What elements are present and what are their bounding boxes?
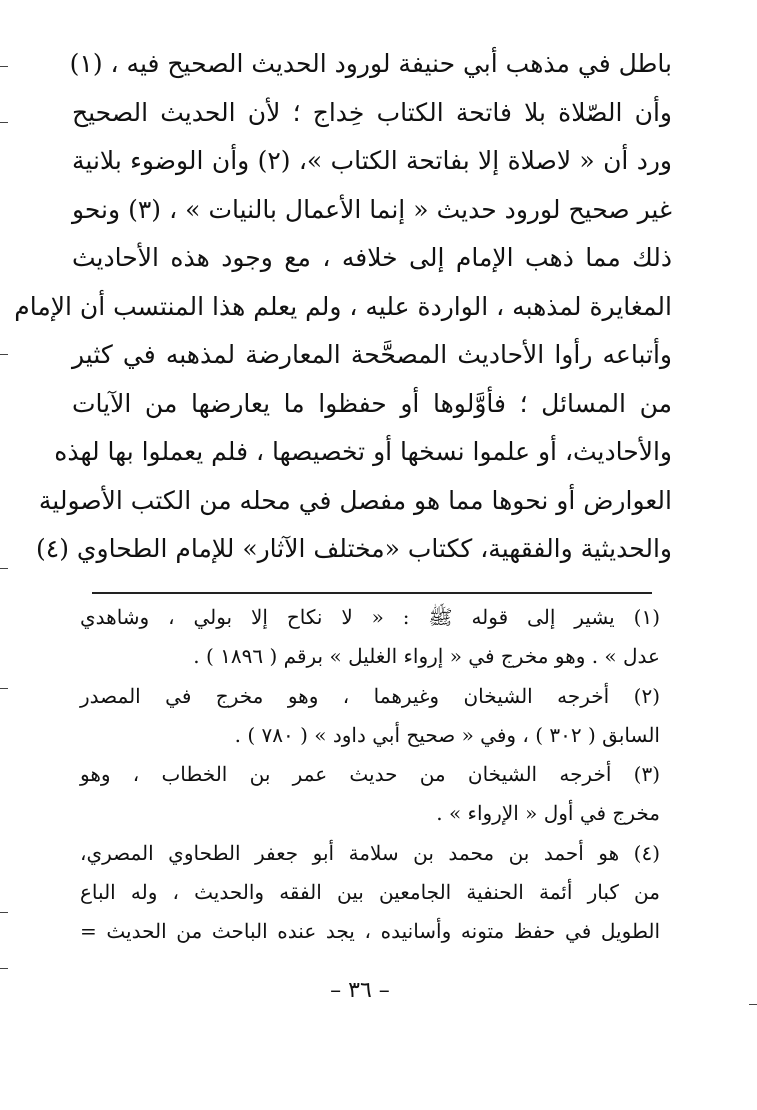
footnote-line: مخرج في أول « الإرواء » .	[436, 801, 660, 826]
footnote-line: (٣) أخرجه الشيخان من حديث عمر بن الخطاب ، وهو	[80, 762, 660, 787]
main-text-line: من المسائل ؛ فأوَّلوها أو حفظوا ما يعارضها من الآيات	[72, 388, 672, 418]
main-text-line: المغايرة لمذهبه ، الواردة عليه ، ولم يعلم هذا المنتسب أن الإمام	[14, 291, 672, 321]
margin-mark	[0, 568, 8, 569]
main-text-line: العوارض أو نحوها مما هو مفصل في محله من الكتب الأصولية	[38, 485, 672, 515]
footnote-line: من كبار أئمة الحنفية الجامعين بين الفقه والحديث ، وله الباع	[80, 880, 660, 905]
footnote-line: (١) يشير إلى قوله ﷺ : « لا نكاح إلا بولي ، وشاهدي	[80, 605, 660, 629]
footnote-line: الطويل في حفظ متونه وأسانيده ، يجد عنده الباحث من الحديث =	[80, 919, 660, 944]
main-text-line: ذلك مما ذهب الإمام إلى خلافه ، مع وجود هذه الأحاديث	[72, 243, 672, 272]
footnote-line: (٢) أخرجه الشيخان وغيرهما ، وهو مخرج في المصدر	[80, 683, 660, 708]
main-text	[14, 40, 672, 574]
main-text-line: والأحاديث، أو علموا نسخها أو تخصيصها ، فلم يعملوا بها لهذه	[54, 437, 672, 466]
main-text-line: وأن الصّلاة بلا فاتحة الكتاب خِداج ؛ لأن الحديث الصحيح	[72, 97, 672, 127]
margin-mark	[0, 912, 8, 913]
main-text-line: باطل في مذهب أبي حنيفة لورود الحديث الصحيح فيه ، (١)	[69, 49, 672, 78]
main-text-line: والحديثية والفقهية، ككتاب «مختلف الآثار» للإمام الطحاوي (٤)	[36, 534, 672, 563]
main-text-line: ورد أن « لاصلاة إلا بفاتحة الكتاب »، (٢) وأن الوضوء بلانية	[72, 146, 672, 175]
margin-mark	[0, 122, 8, 123]
footnote-line: عدل » . وهو مخرج في « إرواء الغليل » برقم ( ١٨٩٦ ) .	[193, 644, 660, 669]
main-text-line: غير صحيح لورود حديث « إنما الأعمال بالنيات » ، (٣) ونحو	[72, 194, 672, 224]
margin-mark	[0, 968, 8, 969]
footnote-line: السابق ( ٣٠٢ ) ، وفي « صحيح أبي داود » ( ٧٨٠ ) .	[234, 722, 660, 747]
margin-mark	[0, 688, 8, 689]
main-text-line: وأتباعه رأوا الأحاديث المصحَّحة المعارضة لمذهبه في كثير	[72, 340, 672, 369]
footnote-line: (٤) هو أحمد بن محمد بن سلامة أبو جعفر الطحاوي المصري،	[80, 840, 660, 865]
margin-mark	[749, 1004, 757, 1005]
margin-mark	[0, 66, 8, 67]
page-number: – ٣٦ –	[330, 978, 390, 1003]
footnotes	[80, 598, 660, 952]
margin-mark	[0, 354, 8, 355]
footnote-divider	[92, 592, 652, 594]
